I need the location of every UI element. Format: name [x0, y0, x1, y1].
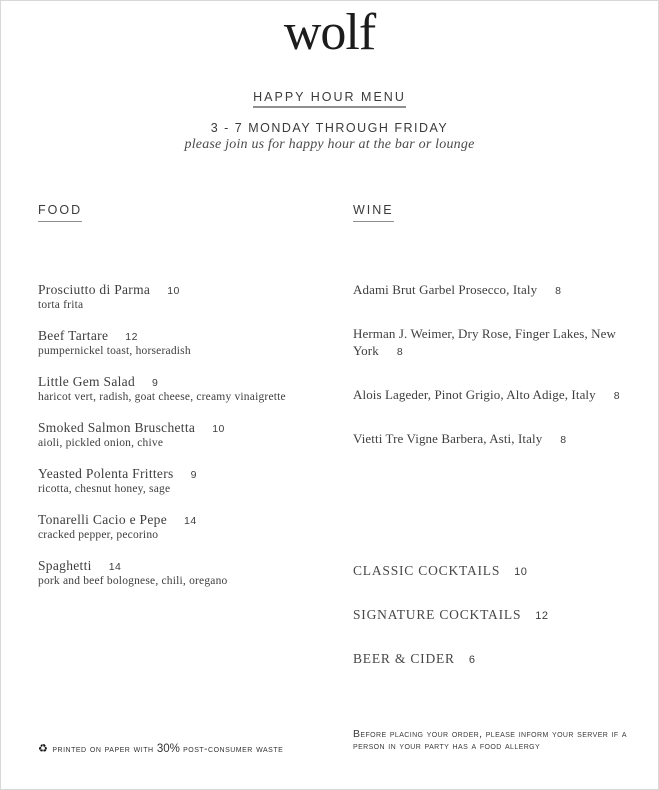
food-item-name-row [38, 327, 340, 345]
food-item-name: Smoked Salmon Bruschetta [38, 420, 196, 435]
drink-item-price: 10 [514, 566, 528, 578]
restaurant-logo: wolf [283, 4, 376, 61]
drink-item-price: 6 [468, 654, 476, 666]
food-item-description: torta frita [38, 299, 84, 311]
food-item-price: 14 [183, 515, 197, 527]
wine-header-row [353, 202, 649, 223]
food-section-header: FOOD [38, 203, 82, 222]
menu-schedule: 3 - 7 MONDAY THROUGH FRIDAY [210, 121, 449, 135]
food-item-name-row [38, 281, 340, 299]
food-item-price: 9 [190, 469, 197, 481]
food-item-description: pork and beef bolognese, chili, oregano [38, 575, 228, 587]
food-list-item [38, 373, 340, 404]
printed-note-suffix: post-consumer waste [183, 744, 284, 755]
food-item-description: pumpernickel toast, horseradish [38, 345, 191, 357]
drink-item-name: SIGNATURE COCKTAILS [353, 607, 522, 622]
food-item-name: Spaghetti [38, 558, 92, 573]
menu-title: HAPPY HOUR MENU [253, 90, 406, 108]
menu-title-wrap [1, 88, 658, 108]
food-list-item [38, 419, 340, 450]
food-list-item [38, 557, 340, 588]
drink-list-item [353, 562, 649, 581]
recycle-icon: ♻ [38, 743, 49, 755]
food-item-name-row [38, 373, 340, 391]
recycled-paper-note [38, 742, 283, 755]
food-list-item [38, 327, 340, 358]
food-item-price: 9 [152, 377, 159, 389]
food-item-name: Little Gem Salad [38, 374, 136, 389]
food-item-description: haricot vert, radish, goat cheese, creamy vinaigrette [38, 391, 286, 403]
drink-item-name: BEER & CIDER [353, 651, 455, 666]
food-header-row [38, 202, 340, 223]
food-item-name: Yeasted Polenta Fritters [38, 466, 174, 481]
printed-note-prefix: printed on paper with [52, 744, 154, 755]
food-item-price: 14 [108, 561, 122, 573]
wine-item-price: 8 [613, 390, 621, 402]
drink-item-price: 12 [535, 610, 549, 622]
food-item-description: cracked pepper, pecorino [38, 529, 159, 541]
printed-note-percent: 30% [156, 743, 180, 755]
wine-section-header: WINE [353, 203, 394, 222]
drink-list-item [353, 650, 649, 669]
food-list-item [38, 281, 340, 312]
drink-list-item [353, 606, 649, 625]
wine-list-item [353, 281, 649, 300]
food-item-price: 10 [167, 285, 180, 297]
food-column [38, 202, 340, 603]
food-list [38, 281, 340, 588]
food-item-description: ricotta, chesnut honey, sage [38, 483, 171, 495]
food-list-item [38, 465, 340, 496]
allergy-notice: Before placing your order, please inform your server if a person in your party has a food allergy [353, 728, 627, 752]
wine-item-name: Adami Brut Garbel Prosecco, Italy [353, 282, 538, 297]
wine-item-price: 8 [560, 434, 567, 446]
food-item-price: 10 [212, 423, 225, 435]
food-item-price: 12 [125, 331, 138, 343]
food-list-item [38, 511, 340, 542]
wine-item-name: Alois Lageder, Pinot Grigio, Alto Adige, Italy [353, 387, 596, 402]
food-item-name-row [38, 465, 340, 483]
food-item-name-row [38, 557, 340, 575]
wine-item-name: Vietti Tre Vigne Barbera, Asti, Italy [353, 431, 543, 446]
food-item-name-row [38, 419, 340, 437]
wine-list-item [353, 325, 649, 361]
drinks-list [353, 562, 649, 669]
wine-item-price: 8 [396, 346, 404, 358]
wine-list-item [353, 430, 649, 449]
drink-item-name: CLASSIC COCKTAILS [353, 563, 501, 578]
menu-tagline: please join us for happy hour at the bar or lounge [184, 137, 475, 152]
food-item-description: aioli, pickled onion, chive [38, 437, 164, 449]
food-item-name-row [38, 511, 340, 529]
wine-list-item [353, 386, 649, 405]
wine-column [353, 202, 649, 694]
food-item-name: Beef Tartare [38, 328, 109, 343]
food-item-name: Tonarelli Cacio e Pepe [38, 512, 167, 527]
wine-item-price: 8 [555, 285, 562, 297]
wine-list [353, 281, 649, 449]
food-item-name: Prosciutto di Parma [38, 282, 151, 297]
wine-item-name: Herman J. Weimer, Dry Rose, Finger Lakes, New York [353, 326, 616, 358]
